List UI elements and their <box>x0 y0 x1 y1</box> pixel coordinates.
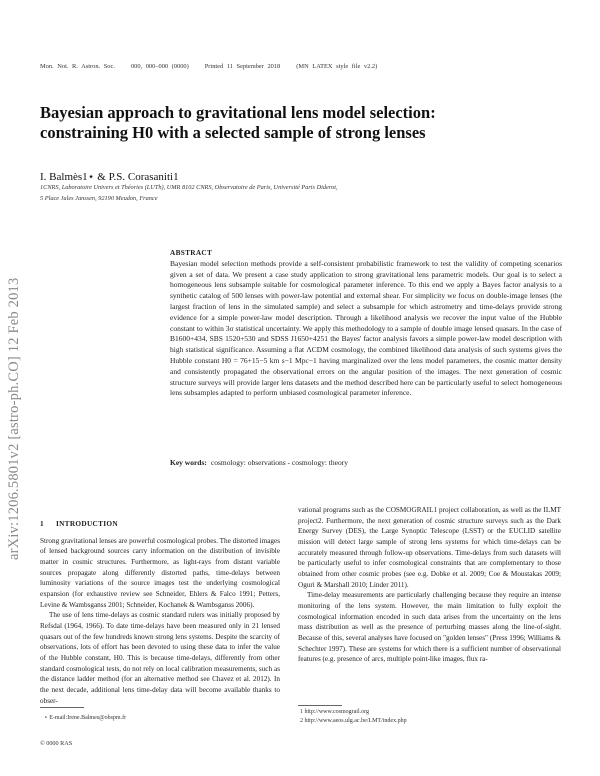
footnotes-urls <box>300 708 407 726</box>
copyright: © 0000 RAS <box>40 740 73 747</box>
affiliation-line-1: 1CNRS, Laboratoire Univers et Théories (LUTh), UMR 8102 CNRS, Observatoire de Paris, Université Paris Diderot, <box>40 184 338 191</box>
footnote-rule-left <box>40 707 84 708</box>
intro-paragraph-4: Time-delay measurements are particularly challenging because they require an intense monitoring of the lens system. However, the main limitation to fully exploit the cosmological information encoded in such data arises from the uncertainty on the lens mass distribution as well as the presence of perturbing masses along the line-of-sight. Because of this, several analyses have focused on "golden lenses" (Press 1996; Williams & Schechter 1997). These are systems for which there is a sufficient number of observational features (e.g. presence of arcs, multiple point-like images, flux ra- <box>298 591 561 664</box>
title-line-1: Bayesian approach to gravitational lens model selection: <box>40 103 436 122</box>
intro-paragraph-3: vational programs such as the COSMOGRAIL1 project collaboration, as well as the ILMT project2. Furthermore, the next generation of cosmic structure surveys such as the Dark Energy Survey (DES), the Large Synoptic Telescope (LSST) or the EUCLID satellite mission will detect large sample of strong lens systems for which time-delays can be accurately measured through follow-up observations. Time-delays from such datasets will be particularly useful to infer cosmological constraints that are complementary to those obtained from other cosmic probes (see e.g. Dobke et al. 2009; Coe & Moustakas 2009; Oguri & Marshall 2010; Linder 2011). <box>298 506 561 589</box>
style-file: (MN LATEX style file v2.2) <box>296 63 378 70</box>
arxiv-stamp: arXiv:1206.5801v2 [astro-ph.CO] 12 Feb 2013 <box>6 277 22 560</box>
section-title: INTRODUCTION <box>55 519 118 528</box>
intro-paragraph-1: Strong gravitational lenses are powerful cosmological probes. The distorted images of lensed background sources carry information on the distribution of invisible matter in cosmic structures. Furthermore, as light-rays from distant variable sources propagate along differently distorted paths, time-delays between luminosity variations of the source images test the underlying cosmological expansion (for exhaustive review see Schneider, Ehlers & Falco 1991; Petters, Levine & Wambsganss 2001; Schneider, Kochanek & Wambsganss 2006). <box>40 536 280 609</box>
left-column <box>40 519 280 706</box>
running-header <box>40 63 393 70</box>
right-column <box>298 505 561 665</box>
volume-pages: 000, 000–000 (0000) <box>130 63 189 70</box>
keywords-text: cosmology: observations - cosmology: theory <box>210 458 348 467</box>
authors: I. Balmès1⋆ & P.S. Corasaniti1 <box>40 171 179 183</box>
footnote-2: 2 http://www.aeos.ulg.ac.be/LMT/index.php <box>300 718 407 724</box>
section-heading <box>40 519 280 530</box>
footnote-rule-right <box>298 705 342 706</box>
abstract <box>170 248 562 399</box>
abstract-heading: ABSTRACT <box>170 248 213 257</box>
abstract-text: Bayesian model selection methods provide a self-consistent probabilistic framework to test the validity of competing scenarios given a set of data. We present a case study application to strong gravitational lens parametric models. Our goal is to select a homogeneous lens subsample suitable for cosmological parameter inference. To this end we apply a Bayes factor analysis to a synthetic catalog of 500 lenses with power-law potential and external shear. For simplicity we focus on double-image lenses (the largest fraction of lens in the simulated sample) and select a subsample for which astrometry and time-delays provide strong evidence for a simple power-law model description. Through a likelihood analysis we recover the input value of the Hubble constant to within 3σ statistical uncertainty. We apply this methodology to a sample of double image lensed quasars. In the case of B1600+434, SBS 1520+530 and SDSS J1650+4251 the Bayes' factor analysis favors a simple power-law model description with high statistical significance. Assuming a flat ΛCDM cosmology, the combined likelihood data analysis of such systems gives the Hubble constant H0 = 76+15−5 km s−1 Mpc−1 having marginalized over the lens model parameters, the cosmic matter density and consistently propagated the observational errors on the angular position of the images. The next generation of cosmic structure surveys will provide larger lens datasets and the method described here can be particularly useful to select homogeneous lens subsamples adapted to perform unbiased cosmological parameter inference. <box>170 258 562 398</box>
journal-name: Mon. Not. R. Astron. Soc. <box>40 63 115 70</box>
printed-date: Printed 11 September 2018 <box>204 63 281 70</box>
affiliation-line-2: 5 Place Jules Janssen, 92190 Meudon, France <box>40 195 158 202</box>
footnote-1: 1 http://www.cosmograil.org <box>300 709 369 715</box>
paper-title <box>40 103 510 143</box>
intro-paragraph-2: The use of lens time-delays as cosmic standard rulers was initially proposed by Refsdal (1964, 1966). To date time-delays have been measured only in 21 lensed quasars out of the few hundreds known strong lens systems. Despite the scarcity of observations, lots of effort has been devoted to using these data to infer the value of the Hubble constant, H0. This is because time-delays, differently from other standard cosmological tests, do not rely on local calibration measurements, such as the distance ladder method (for an alternative method see Chavez et al. 2012). In the next decade, additional lens time-delay data will become available thanks to obser- <box>40 611 280 705</box>
affiliation <box>40 182 560 204</box>
title-line-2: constraining H0 with a selected sample of strong lenses <box>40 123 426 142</box>
keywords-label: Key words: <box>170 458 207 467</box>
keywords <box>170 458 562 467</box>
section-number: 1 <box>40 519 44 528</box>
footnote-email: ⋆ E-mail:Irene.Balmes@obspm.fr <box>44 715 127 721</box>
